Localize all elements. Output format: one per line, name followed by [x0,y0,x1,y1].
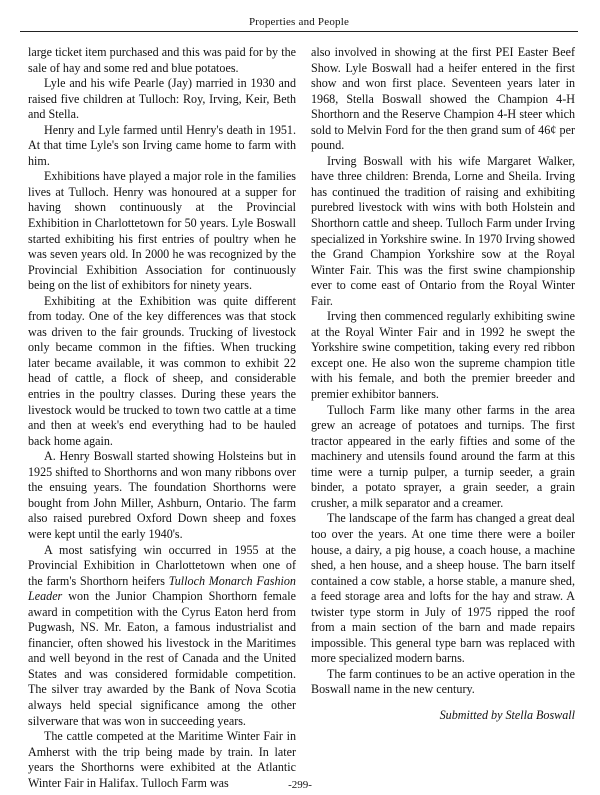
paragraph-text: won the Junior Champion Shorthorn female award in competition with the Cyrus Eaton herd from Pugwash, NS. Mr. Eaton, a famous industrialist and financier, often showed his livestock in the Maritimes and well beyond in the rest of Canada and the United States and was considered formidable competition. The silver tray awarded by the Bank of Nova Scotia always held special significance among the other silverware that was won in succeeding years. [28,589,296,728]
left-column [28,45,296,791]
paragraph: Lyle and his wife Pearle (Jay) married in 1930 and raised five children at Tulloch: Roy, Irving, Keir, Beth and Stella. [28,76,296,122]
paragraph: The cattle competed at the Maritime Winter Fair in Amherst with the trip being made by train. In later years the Shorthorns were exhibited at the Atlantic Winter Fair in Halifax. Tulloch Farm was [28,729,296,790]
signature: Submitted by Stella Boswall [439,707,575,722]
running-header [20,16,578,32]
heifer-name: Tulloch Monarch Fashion Leader [28,573,296,604]
paragraph: The landscape of the farm has changed a great deal too over the years. At one time there were a boiler house, a dairy, a pig house, a coach house, a machine shed, a hen house, and a sheep house. The barn itself contained a cow stable, a horse stable, a manure shed, a feed storage area and lofts for the hay and straw. A twister type storm in July of 1975 ripped the roof from a main section of the barn and made repairs impossible. This general type barn was replaced with more specialized modern barns. [311,511,575,666]
paragraph: large ticket item purchased and this was paid for by the sale of hay and some red and blue potatoes. [28,45,296,75]
paragraph: Exhibiting at the Exhibition was quite different from today. One of the key differences was that stock was driven to the fair grounds. Trucking of livestock only became common in the fifties. When trucking later became available, it was common to exhibit 22 head of cattle, a flock of sheep, and considerable entries in the poultry classes. During these years the livestock would be trucked to town two cattle at a time and then at week's end everything had to be hauled back home again. [28,293,296,448]
paragraph: The farm continues to be an active operation in the Boswall name in the new century. [311,666,575,697]
header-title: Properties and People [248,16,350,28]
paragraph: Tulloch Farm like many other farms in the area grew an acreage of potatoes and turnips. The first tractor appeared in the early fifties and some of the machinery and utensils found around the farm at this time were a turnip pulper, a turnip seeder, a grain binder, a potato sprayer, a grain seeder, a grain crusher, a milk separator and a creamer. [311,402,575,510]
paragraph-text: A most satisfying win occurred in 1955 at the Provincial Exhibition in Charlottetown when one of the farm's Shorthorn heifers [28,542,296,588]
paragraph: Irving Boswall with his wife Margaret Walker, have three children: Brenda, Lorne and Sheila. Irving has continued the tradition of raising and exhibiting purebred livestock with wins with both Holstein and Shorthorn cattle and sheep. Tulloch Farm under Irving specialized in Yorkshire swine. In 1970 Irving showed the Grand Champion Yorkshire sow at the Royal Winter Fair. This was the first swine championship ever to come east of Ontario from the Royal Winter Fair. [311,153,575,308]
paragraph: Irving then commenced regularly exhibiting swine at the Royal Winter Fair and in 1992 he swept the Yorkshire swine competition, taking every red ribbon except one. He also won the supreme champion title with his female, and both the premier breeder and premier exhibitor banners. [311,309,575,402]
page-number: -299- [288,779,312,791]
paragraph: A. Henry Boswall started showing Holsteins but in 1925 shifted to Shorthorns and won many ribbons over the ensuing years. The foundation Shorthorns were bought from John Miller, Ashburn, Ontario. The farm also raised purebred Oxford Down sheep and foxes were kept until the early 1940's. [28,449,296,541]
paragraph [28,543,296,730]
paragraph: Henry and Lyle farmed until Henry's death in 1951. At that time Lyle's son Irving came home to farm with him. [28,122,296,168]
paragraph: also involved in showing at the first PEI Easter Beef Show. Lyle Boswall had a heifer entered in the first show and won first place. Seventeen years later in 1968, Stella Boswall showed the Champion 4-H Shorthorn and the Reserve Champion 4-H steer which sold to Melvin Ford for the then grand sum of 46¢ per pound. [311,45,575,153]
right-column [311,45,575,724]
paragraph: Exhibitions have played a major role in the families lives at Tulloch. Henry was honoured at a supper for having shown continuously at the Provincial Exhibition in Charlottetown for 50 years. Lyle Boswall started exhibiting his first entries of poultry when he was seven years old. In 2000 he was recognized by the Provincial Exhibition Association for continuously being on the list of exhibitors for ninety years. [28,169,296,293]
